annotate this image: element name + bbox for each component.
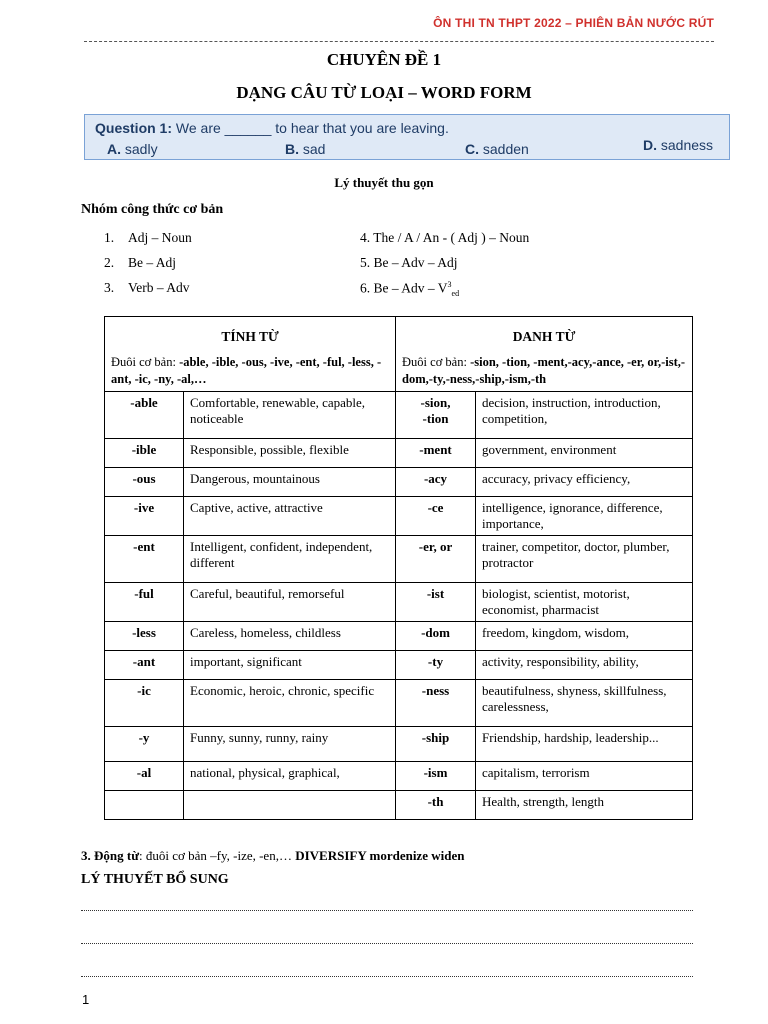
question-text: We are ______ to hear that you are leaving. bbox=[175, 120, 449, 136]
table-row bbox=[105, 536, 693, 583]
noun-examples: freedom, kingdom, wisdom, bbox=[476, 622, 693, 651]
formula-2: 2. Be – Adj bbox=[104, 255, 177, 270]
noun-desc: Đuôi cơ bản: -sion, -tion, -ment,-acy,-ance, -er, or,-ist,-dom,-ty,-ness,-ship,-ism,-th bbox=[402, 355, 686, 386]
adj-suffix: -less bbox=[105, 622, 184, 651]
noun-examples: intelligence, ignorance, difference, importance, bbox=[476, 497, 693, 536]
adj-suffix: -ive bbox=[105, 497, 184, 536]
adj-examples: important, significant bbox=[184, 651, 396, 680]
option-a: A. sadly bbox=[107, 141, 158, 157]
adj-header-cell bbox=[105, 317, 396, 392]
noun-examples: decision, instruction, introduction, competition, bbox=[476, 392, 693, 439]
header-note: ÔN THI TN THPT 2022 – PHIÊN BẢN NƯỚC RÚT bbox=[433, 16, 714, 30]
group-title: Nhóm công thức cơ bản bbox=[81, 202, 224, 217]
word-form-table bbox=[104, 316, 693, 820]
chapter-title: CHUYÊN ĐỀ 1 bbox=[326, 50, 442, 69]
adj-examples: Dangerous, mountainous bbox=[184, 468, 396, 497]
noun-suffix: -ty bbox=[396, 651, 476, 680]
noun-suffix: -sion, -tion bbox=[396, 392, 476, 439]
adj-examples bbox=[184, 791, 396, 820]
formula-1: 1. Adj – Noun bbox=[104, 230, 192, 245]
table-row bbox=[105, 791, 693, 820]
adj-suffix: -ant bbox=[105, 651, 184, 680]
noun-suffix: -ment bbox=[396, 439, 476, 468]
adj-suffix: -al bbox=[105, 762, 184, 791]
noun-examples: activity, responsibility, ability, bbox=[476, 651, 693, 680]
verb-line: 3. Động từ: đuôi cơ bản –fy, -ize, -en,… DIVERSIFY mordenize widen bbox=[81, 848, 465, 863]
noun-examples: beautifulness, shyness, skillfulness, carelessness, bbox=[476, 680, 693, 727]
noun-suffix: -dom bbox=[396, 622, 476, 651]
question-line bbox=[95, 120, 449, 136]
adj-suffix: -ous bbox=[105, 468, 184, 497]
adj-examples: Responsible, possible, flexible bbox=[184, 439, 396, 468]
adj-examples: Intelligent, confident, independent, different bbox=[184, 536, 396, 583]
adj-suffix: -ent bbox=[105, 536, 184, 583]
adj-header: TÍNH TỪ bbox=[221, 329, 279, 344]
noun-suffix: -th bbox=[396, 791, 476, 820]
noun-examples: biologist, scientist, motorist, economist, pharmacist bbox=[476, 583, 693, 622]
noun-suffix: -ness bbox=[396, 680, 476, 727]
blank-line bbox=[81, 910, 693, 911]
bonus-title: LÝ THUYẾT BỔ SUNG bbox=[81, 872, 229, 887]
option-d: D. sadness bbox=[643, 137, 714, 153]
noun-examples: trainer, competitor, doctor, plumber, protractor bbox=[476, 536, 693, 583]
formula-4: 4. The / A / An - ( Adj ) – Noun bbox=[360, 230, 530, 245]
noun-header: DANH TỪ bbox=[512, 329, 576, 344]
noun-suffix: -ism bbox=[396, 762, 476, 791]
noun-suffix: -ship bbox=[396, 727, 476, 762]
blank-line bbox=[81, 943, 693, 944]
adj-desc: Đuôi cơ bản: -able, -ible, -ous, -ive, -ent, -ful, -less, -ant, -ic, -ny, -al,… bbox=[111, 355, 382, 386]
table-row bbox=[105, 583, 693, 622]
noun-header-cell bbox=[396, 317, 693, 392]
table-row bbox=[105, 439, 693, 468]
adj-examples: Careful, beautiful, remorseful bbox=[184, 583, 396, 622]
table-row bbox=[105, 497, 693, 536]
table-row bbox=[105, 762, 693, 791]
question-box bbox=[84, 114, 730, 160]
formula-5: 5. Be – Adv – Adj bbox=[360, 255, 458, 270]
noun-examples: Friendship, hardship, leadership... bbox=[476, 727, 693, 762]
adj-suffix: -able bbox=[105, 392, 184, 439]
noun-suffix: -ce bbox=[396, 497, 476, 536]
table-row bbox=[105, 680, 693, 727]
adj-examples: Funny, sunny, runny, rainy bbox=[184, 727, 396, 762]
adj-examples: Comfortable, renewable, capable, noticeable bbox=[184, 392, 396, 439]
table-row bbox=[105, 468, 693, 497]
noun-suffix: -acy bbox=[396, 468, 476, 497]
noun-examples: capitalism, terrorism bbox=[476, 762, 693, 791]
formula-6: 6. Be – Adv – $V^3_{ed}$ bbox=[360, 280, 460, 299]
section-title: Lý thuyết thu gọn bbox=[334, 175, 434, 190]
noun-examples: Health, strength, length bbox=[476, 791, 693, 820]
page-number: 1 bbox=[82, 992, 90, 1007]
formula-3: 3. Verb – Adv bbox=[104, 280, 190, 295]
table-row bbox=[105, 651, 693, 680]
question-label: Question 1: bbox=[95, 120, 173, 136]
noun-examples: government, environment bbox=[476, 439, 693, 468]
adj-suffix bbox=[105, 791, 184, 820]
header-divider bbox=[84, 41, 714, 42]
adj-suffix: -ible bbox=[105, 439, 184, 468]
adj-examples: Careless, homeless, childless bbox=[184, 622, 396, 651]
adj-examples: national, physical, graphical, bbox=[184, 762, 396, 791]
noun-suffix: -ist bbox=[396, 583, 476, 622]
table-row bbox=[105, 622, 693, 651]
blank-line bbox=[81, 976, 693, 977]
option-c: C. sadden bbox=[465, 141, 529, 157]
table-row bbox=[105, 727, 693, 762]
chapter-subtitle: DẠNG CÂU TỪ LOẠI – WORD FORM bbox=[236, 83, 532, 102]
noun-examples: accuracy, privacy efficiency, bbox=[476, 468, 693, 497]
option-b: B. sad bbox=[285, 141, 326, 157]
adj-examples: Economic, heroic, chronic, specific bbox=[184, 680, 396, 727]
table-row bbox=[105, 392, 693, 439]
adj-examples: Captive, active, attractive bbox=[184, 497, 396, 536]
table-header-row bbox=[105, 317, 693, 392]
adj-suffix: -y bbox=[105, 727, 184, 762]
noun-suffix: -er, or bbox=[396, 536, 476, 583]
adj-suffix: -ic bbox=[105, 680, 184, 727]
adj-suffix: -ful bbox=[105, 583, 184, 622]
